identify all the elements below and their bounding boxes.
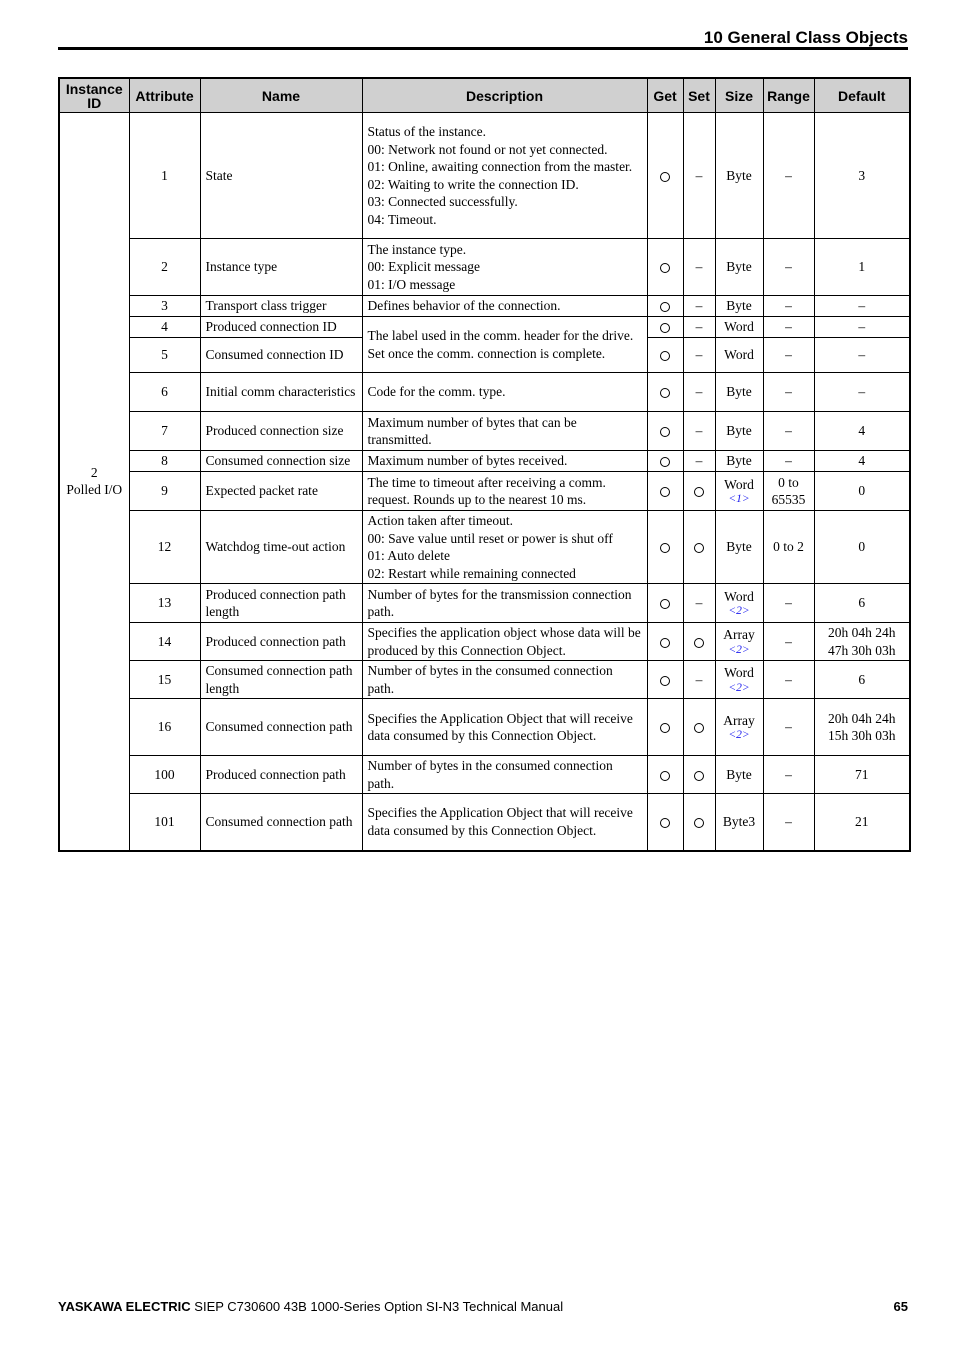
description-line: Number of bytes in the consumed connection path. xyxy=(367,758,613,791)
set-cell: – xyxy=(683,412,715,451)
description-cell xyxy=(362,296,647,317)
circle-icon xyxy=(660,457,670,467)
description-line: 03: Connected successfully. xyxy=(367,194,518,209)
attribute-cell: 12 xyxy=(129,511,200,584)
table-header-row xyxy=(59,78,910,113)
circle-icon xyxy=(660,723,670,733)
size-cell xyxy=(715,511,763,584)
set-cell xyxy=(683,794,715,851)
size-value: Byte xyxy=(726,298,752,314)
description-line: 01: Online, awaiting connection from the master. xyxy=(367,159,633,174)
description-line: Number of bytes in the consumed connection path. xyxy=(367,663,613,696)
get-cell xyxy=(647,584,683,623)
range-cell: 0 to 65535 xyxy=(763,472,814,511)
attribute-cell: 100 xyxy=(129,756,200,794)
description-line: The time to timeout after receiving a comm. request. Rounds up to the nearest 10 ms. xyxy=(367,474,606,507)
set-cell: – xyxy=(683,296,715,317)
description-line: Maximum number of bytes received. xyxy=(367,453,568,469)
get-cell xyxy=(647,699,683,756)
size-value: Byte xyxy=(726,539,752,555)
size-cell xyxy=(715,794,763,851)
size-value: Word xyxy=(724,665,754,681)
size-cell xyxy=(715,584,763,623)
name-cell: Watchdog time-out action xyxy=(200,511,362,584)
table-row xyxy=(59,373,910,412)
description-line: 04: Timeout. xyxy=(367,211,437,227)
default-cell: 1 xyxy=(814,239,910,296)
table-row xyxy=(59,239,910,296)
default-cell: 0 xyxy=(814,511,910,584)
description-line: 02: Waiting to write the connection ID. xyxy=(367,176,579,192)
default-cell: 21 xyxy=(814,794,910,851)
attribute-cell: 16 xyxy=(129,699,200,756)
range-cell: – xyxy=(763,317,814,338)
name-cell: Initial comm characteristics xyxy=(200,373,362,412)
get-cell xyxy=(647,338,683,373)
attribute-cell: 101 xyxy=(129,794,200,851)
table-row xyxy=(59,113,910,239)
name-cell: State xyxy=(200,113,362,239)
default-cell: 4 xyxy=(814,412,910,451)
circle-icon xyxy=(660,599,670,609)
default-cell: – xyxy=(814,296,910,317)
circle-icon xyxy=(694,487,704,497)
size-value: Byte3 xyxy=(722,814,756,829)
size-cell xyxy=(715,373,763,412)
table-row xyxy=(59,584,910,623)
section-title: 10 General Class Objects xyxy=(703,28,908,47)
connection-object-table xyxy=(58,77,911,852)
set-cell: – xyxy=(683,661,715,699)
get-cell xyxy=(647,794,683,851)
default-cell: 4 xyxy=(814,451,910,472)
page-number: 65 xyxy=(893,1299,908,1314)
set-cell xyxy=(683,511,715,584)
circle-icon xyxy=(660,172,670,182)
attribute-cell: 2 xyxy=(129,239,200,296)
col-header-attribute: Attribute xyxy=(129,78,200,113)
name-cell: Consumed connection ID xyxy=(200,338,362,373)
description-cell xyxy=(362,373,647,412)
description-cell xyxy=(362,699,647,756)
get-cell xyxy=(647,756,683,794)
description-cell xyxy=(362,472,647,511)
range-cell: – xyxy=(763,756,814,794)
range-cell: – xyxy=(763,699,814,756)
name-cell: Consumed connection path length xyxy=(200,661,362,699)
size-cell xyxy=(715,296,763,317)
table-row xyxy=(59,296,910,317)
size-cell xyxy=(715,472,763,511)
description-line: 01: I/O message xyxy=(367,276,456,292)
circle-icon xyxy=(660,388,670,398)
description-line: 01: Auto delete xyxy=(367,548,450,563)
size-cell xyxy=(715,661,763,699)
name-cell: Transport class trigger xyxy=(200,296,362,317)
description-cell xyxy=(362,239,647,296)
instance-id-cell xyxy=(59,113,129,851)
range-cell: – xyxy=(763,296,814,317)
attribute-cell: 3 xyxy=(129,296,200,317)
attribute-cell: 8 xyxy=(129,451,200,472)
circle-icon xyxy=(660,351,670,361)
set-cell: – xyxy=(683,338,715,373)
set-cell xyxy=(683,623,715,661)
size-cell xyxy=(715,699,763,756)
description-line: 00: Network not found or not yet connected. xyxy=(367,141,608,157)
range-cell: – xyxy=(763,412,814,451)
size-cell xyxy=(715,113,763,239)
name-cell: Instance type xyxy=(200,239,362,296)
description-line: Status of the instance. xyxy=(367,124,486,139)
get-cell xyxy=(647,317,683,338)
set-cell xyxy=(683,699,715,756)
footer-doc xyxy=(58,1299,563,1314)
default-cell: – xyxy=(814,338,910,373)
size-value: Byte xyxy=(726,766,752,782)
circle-icon xyxy=(694,723,704,733)
description-line: Maximum number of bytes that can be transmitted. xyxy=(367,414,577,447)
col-header-name: Name xyxy=(200,78,362,113)
get-cell xyxy=(647,239,683,296)
col-header-size: Size xyxy=(715,78,763,113)
description-line: Action taken after timeout. xyxy=(367,513,513,528)
size-value: Byte xyxy=(726,384,752,400)
instance-id-number: 2 xyxy=(90,464,98,480)
range-cell: – xyxy=(763,373,814,412)
description-cell xyxy=(362,756,647,794)
col-header-set: Set xyxy=(683,78,715,113)
range-cell: – xyxy=(763,338,814,373)
description-cell xyxy=(362,412,647,451)
size-value: Word xyxy=(724,588,754,604)
size-footnote-ref: <2> xyxy=(728,681,750,694)
circle-icon xyxy=(694,638,704,648)
range-cell: – xyxy=(763,623,814,661)
circle-icon xyxy=(660,302,670,312)
description-line: The label used in the comm. header for the drive. xyxy=(367,328,634,343)
name-cell: Consumed connection path xyxy=(200,794,362,851)
description-line: Code for the comm. type. xyxy=(367,384,506,400)
circle-icon xyxy=(660,543,670,553)
col-header-get: Get xyxy=(647,78,683,113)
table-body xyxy=(59,113,910,851)
range-cell: 0 to 2 xyxy=(763,511,814,584)
table-row xyxy=(59,794,910,851)
name-cell: Expected packet rate xyxy=(200,472,362,511)
table-row xyxy=(59,511,910,584)
size-cell xyxy=(715,756,763,794)
get-cell xyxy=(647,511,683,584)
range-cell: – xyxy=(763,661,814,699)
attribute-cell: 5 xyxy=(129,338,200,373)
get-cell xyxy=(647,623,683,661)
set-cell: – xyxy=(683,584,715,623)
attribute-cell: 1 xyxy=(129,113,200,239)
size-value: Byte xyxy=(726,259,752,275)
size-footnote-ref: <2> xyxy=(728,605,750,618)
set-cell: – xyxy=(683,451,715,472)
description-line: 02: Restart while remaining connected xyxy=(367,565,576,581)
size-cell xyxy=(715,338,763,373)
get-cell xyxy=(647,661,683,699)
description-cell xyxy=(362,451,647,472)
size-value: Word xyxy=(724,319,754,335)
size-cell xyxy=(715,412,763,451)
col-header-description: Description xyxy=(362,78,647,113)
size-value: Array xyxy=(723,627,755,643)
attribute-cell: 14 xyxy=(129,623,200,661)
table-row xyxy=(59,451,910,472)
default-cell: 20h 04h 24h 15h 30h 03h xyxy=(814,699,910,756)
set-cell xyxy=(683,472,715,511)
footer-brand: YASKAWA ELECTRIC xyxy=(58,1299,191,1314)
attribute-cell: 15 xyxy=(129,661,200,699)
size-cell xyxy=(715,317,763,338)
default-cell: 6 xyxy=(814,584,910,623)
attribute-cell: 9 xyxy=(129,472,200,511)
size-cell xyxy=(715,239,763,296)
range-cell: – xyxy=(763,239,814,296)
default-cell: – xyxy=(814,373,910,412)
size-footnote-ref: <2> xyxy=(728,643,750,656)
circle-icon xyxy=(694,543,704,553)
description-line: 00: Save value until reset or power is shut off xyxy=(367,530,613,546)
name-cell: Consumed connection path xyxy=(200,699,362,756)
range-cell: – xyxy=(763,794,814,851)
size-cell xyxy=(715,623,763,661)
table-row xyxy=(59,412,910,451)
description-line: Specifies the Application Object that will receive data consumed by this Connection Object. xyxy=(367,710,633,743)
default-cell: 3 xyxy=(814,113,910,239)
default-cell: 6 xyxy=(814,661,910,699)
set-cell: – xyxy=(683,239,715,296)
circle-icon xyxy=(660,487,670,497)
col-header-instance-id: Instance ID xyxy=(59,78,129,113)
circle-icon xyxy=(660,676,670,686)
set-cell xyxy=(683,756,715,794)
name-cell: Produced connection path xyxy=(200,623,362,661)
size-value: Byte xyxy=(726,423,752,439)
size-footnote-ref: <2> xyxy=(728,729,750,742)
default-cell: 71 xyxy=(814,756,910,794)
description-line: The instance type. xyxy=(367,241,467,257)
size-value: Array xyxy=(723,712,755,728)
circle-icon xyxy=(660,638,670,648)
name-cell: Produced connection path xyxy=(200,756,362,794)
footer-doc-title: SIEP C730600 43B 1000-Series Option SI-N3 Technical Manual xyxy=(190,1299,564,1314)
size-value: Word xyxy=(724,347,754,363)
range-cell: – xyxy=(763,584,814,623)
attribute-cell: 4 xyxy=(129,317,200,338)
attribute-cell: 7 xyxy=(129,412,200,451)
circle-icon xyxy=(660,818,670,828)
size-cell xyxy=(715,451,763,472)
size-value: Word xyxy=(724,476,754,492)
table-row xyxy=(59,661,910,699)
description-cell xyxy=(362,623,647,661)
header-rule xyxy=(58,47,908,50)
attribute-cell: 13 xyxy=(129,584,200,623)
set-cell: – xyxy=(683,373,715,412)
get-cell xyxy=(647,451,683,472)
description-cell xyxy=(362,317,647,373)
name-cell: Produced connection path length xyxy=(200,584,362,623)
attribute-cell: 6 xyxy=(129,373,200,412)
get-cell xyxy=(647,296,683,317)
description-line: Set once the comm. connection is complete. xyxy=(367,345,606,361)
get-cell xyxy=(647,373,683,412)
name-cell: Produced connection ID xyxy=(200,317,362,338)
table-row xyxy=(59,623,910,661)
description-cell xyxy=(362,661,647,699)
table-row xyxy=(59,317,910,338)
circle-icon xyxy=(694,771,704,781)
description-line: Specifies the application object whose data will be produced by this Connection Object. xyxy=(367,625,641,658)
get-cell xyxy=(647,472,683,511)
description-cell xyxy=(362,511,647,584)
range-cell: – xyxy=(763,451,814,472)
size-value: Byte xyxy=(726,453,752,469)
circle-icon xyxy=(660,427,670,437)
range-cell: – xyxy=(763,113,814,239)
description-cell xyxy=(362,794,647,851)
size-value: Byte xyxy=(726,167,752,183)
description-line: Specifies the Application Object that will receive data consumed by this Connection Object. xyxy=(367,805,633,838)
table-row xyxy=(59,472,910,511)
get-cell xyxy=(647,412,683,451)
col-header-range: Range xyxy=(763,78,814,113)
table-row xyxy=(59,699,910,756)
size-footnote-ref: <1> xyxy=(728,493,750,506)
default-cell: 0 xyxy=(814,472,910,511)
description-cell xyxy=(362,113,647,239)
table-row xyxy=(59,756,910,794)
name-cell: Produced connection size xyxy=(200,412,362,451)
circle-icon xyxy=(660,323,670,333)
default-cell: 20h 04h 24h 47h 30h 03h xyxy=(814,623,910,661)
set-cell: – xyxy=(683,317,715,338)
instance-id-name: Polled I/O xyxy=(66,482,123,498)
description-line: Defines behavior of the connection. xyxy=(367,298,561,314)
description-line: 00: Explicit message xyxy=(367,259,480,275)
circle-icon xyxy=(660,771,670,781)
default-cell: – xyxy=(814,317,910,338)
circle-icon xyxy=(660,263,670,273)
col-header-default: Default xyxy=(814,78,910,113)
get-cell xyxy=(647,113,683,239)
description-cell xyxy=(362,584,647,623)
set-cell: – xyxy=(683,113,715,239)
name-cell: Consumed connection size xyxy=(200,451,362,472)
circle-icon xyxy=(694,818,704,828)
description-line: Number of bytes for the transmission connection path. xyxy=(367,586,632,619)
